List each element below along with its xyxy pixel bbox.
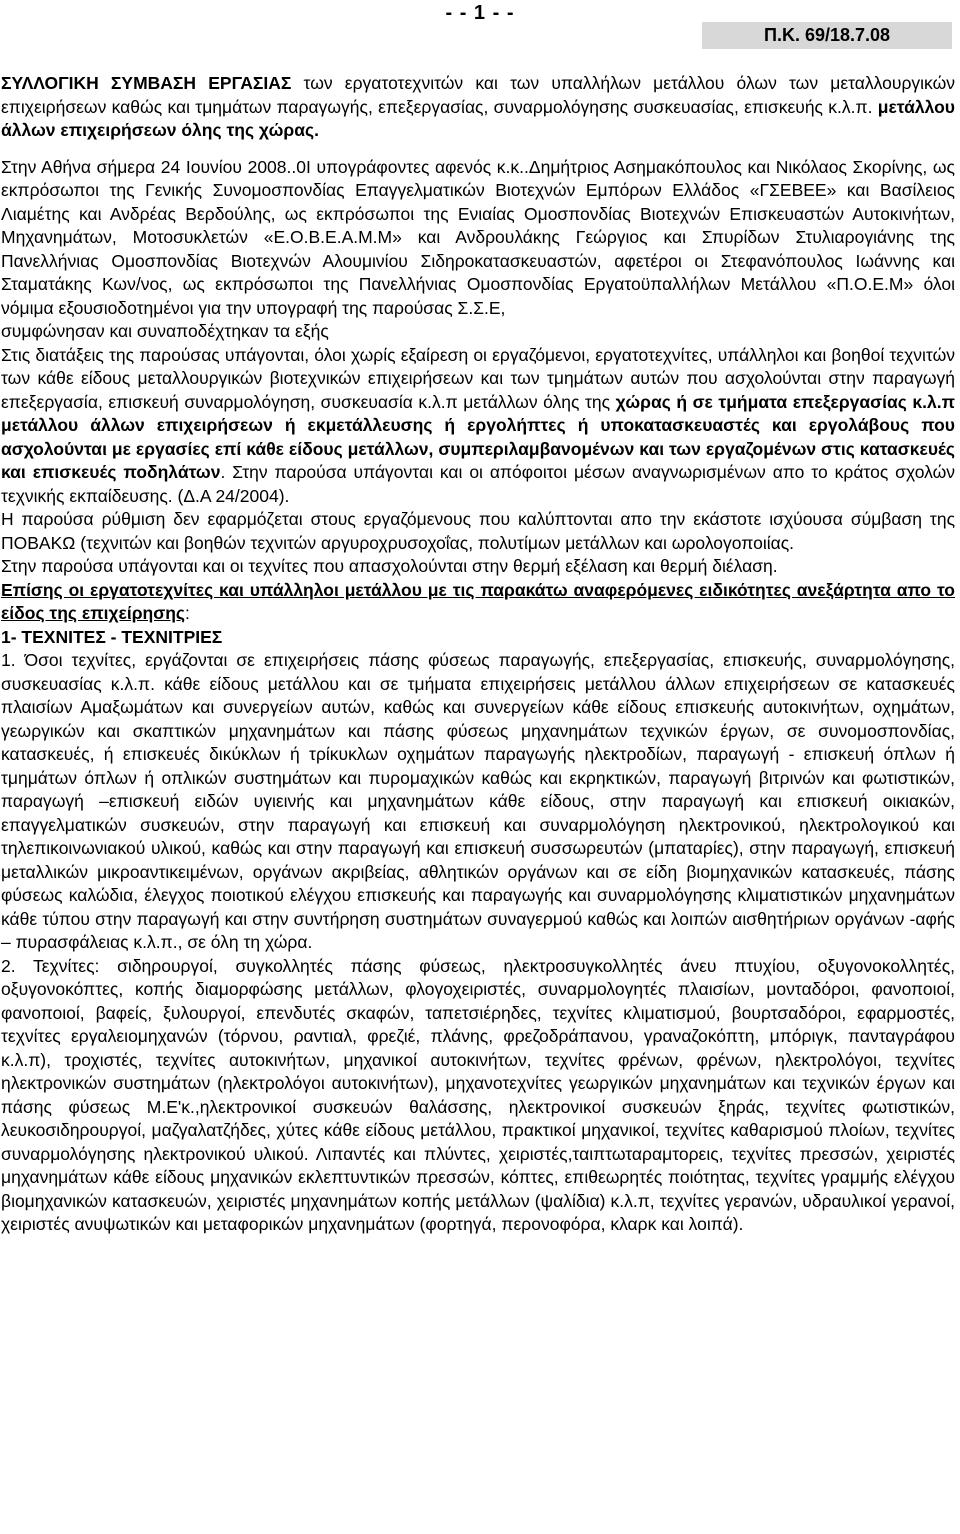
parties-paragraph: Στην Αθήνα σήμερα 24 Ιουνίου 2008..0Ι υπογράφοντες αφενός κ.κ..Δημήτριος Ασημακόπουλος και Νικόλαος Σκορίνης, ως εκπρόσωποι της Γενικής Συνομοσπονδίας Επαγγελματικών Βιοτεχνών Εμπόρων Ελλάδος «ΓΣΕΒΕΕ» και Βασίλειος Λιαμέτης και Ανδρέας Βερδούλης, ως εκπρόσωποι της Ενιαίας Ομοσπονδίας Βιοτεχνών Επισκευαστών Αυτοκινήτων, Μηχανημάτων, Μοτοσυκλετών «Ε.Ο.Β.Ε.Α.Μ.Μ» και Ανδρουλάκης Γεώργιος και Σπυρίδων Στυλιαρογιάνης της Πανελλήνιας Ομοσπονδίας Βιοτεχνών Αλουμινίου Σιδηροκατασκευαστών, αφετέροι οι Στεφανόπουλος Ιωάννης και Σταματάκης Κων/νος, ως εκπρόσωποι της Πανελλήνιας Ομοσπονδίας Εργατοϋπαλλήλων Μετάλλου «Π.Ο.Ε.Μ» όλοι νόμιμα εξουσιοδοτημένοι για την υπογραφή της παρούσας Σ.Σ.Ε,: [1, 156, 955, 318]
page-number: - - 1 - -: [445, 2, 515, 24]
section-heading-text: 1- ΤΕΧΝΙΤΕΣ - ΤΕΧΝΙΤΡΙΕΣ: [1, 626, 223, 647]
title-bold: ΣΥΛΛΟΓΙΚΗ ΣΥΜΒΑΣΗ ΕΡΓΑΣΙΑΣ: [1, 73, 292, 93]
document-reference: Π.Κ. 69/18.7.08: [702, 22, 952, 49]
item-2: 2. Τεχνίτες: σιδηρουργοί, συγκολλητές πάσης φύσεως, ηλεκτροσυγκολλητές άνευ πτυχίου, οξυγονοκολλητές, οξυγονοκόπτες, κοπής διαμορφώσης μετάλλων, φλογοχειριστές, συναρμολογητές πλαισίων, μονταδόροι, φανοποιοί, φανοποιοί, βαφείς, ξυλουργοί, επενδυτές σκαφών, ταπετσιέρηδες, τεχνίτες κλιματισμού, βουρτσαδόροι, εφαρμοστές, τεχνίτες εργαλειομηχανών (τόρνου, ραντιαλ, φρεζιέ, πλάνης, φρεζοδράπανου, γραναζοκόπτη, μπόριγκ, πανταγράφου κ.λ.π), τροχιστές, τεχνίτες αυτοκινήτων, μηχανικοί αυτοκινήτων, τεχνίτες φρένων, φρένων, ηλεκτρολόγοι, τεχνίτες ηλεκτρονικών συστημάτων (ηλεκτρολόγοι αυτοκινήτων), μηχανοτεχνίτες γεωργικών μηχανημάτων και τεχνικών έργων και πάσης φύσεως Μ.Ε'κ.,ηλεκτρονικοί συσκευών θαλάσσης, ηλεκτρονικοί συσκευών ξηράς, τεχνίτες φωτιστικών, λευκοσιδηρουργοί, μαζγαλατζήδες, χύτες κάθε είδους μετάλλου, πρακτικοί μηχανικοί, τεχνίτες καθαρισμού πλοίων, τεχνίτες συναρμολόγησης ηλεκτρονικού υλικού. Λιπαντές και πλύντες, χειριστές,ταιπτωταραμτορεις, τεχνίτες πρεσσών, χειριστές μηχανημάτων κάθε είδους μηχανικών εκλεπτυντικών πρεσσών, κόπτες, επιθεωρητές ποιότητας, τεχνίτες γραμμής ελέγχου βιομηχανικών κατασκευών, χειριστές μηχανημάτων κοπής μετάλλων (ψαλίδια) κ.λ.π, τεχνίτες γερανών, υδραυλικοί γερανοί, χειριστές ανυψωτικών και μεταφορικών μηχανημάτων (φορτηγά, περονοφόρα, κλαρκ και λοιπά).: [1, 955, 955, 1234]
section-heading: [1, 626, 955, 650]
title-bold-end: μετάλλου άλλων επιχειρήσεων όλης της χώρας.: [1, 96, 955, 140]
specialties-heading: Επίσης οι εργατοτεχνίτες και υπάλληλοι μετάλλου με τις παρακάτω αναφερόμενες ειδικότητες ανεξάρτητα απο το είδος της επιχείρησης: [1, 579, 955, 623]
specialties-paragraph: [1, 579, 955, 626]
scope-text-bold: χώρας ή σε τμήματα επεξεργασίας κ.λ.π μετάλλου άλλων επιχειρήσεων ή εκμετάλλευσης ή εργολήπτες ή υποκατασκευαστές και εργολάβους που ασχολούνται με εργασίες επί κάθε είδους μετάλλων, συμπεριλαμβανομένων και των εργαζομένων στις κατασκευές και επισκευές ποδηλάτων: [1, 391, 955, 482]
title-text: των εργατοτεχνιτών και των υπαλλήλων μετάλλου όλων των μεταλλουργικών επιχειρήσεων καθώς και τμημάτων παραγωγής, επεξεργασίας, συναρμολόγησης συσκευασίας, επισκευής κ.λ.π.: [1, 73, 955, 117]
document-title: [1, 72, 955, 143]
hot-extrusion-paragraph: Στην παρούσα υπάγονται και οι τεχνίτες που απασχολούνται στην θερμή εξέλαση και θερμή διέλαση.: [1, 556, 778, 576]
scope-text-c: . Στην παρούσα υπάγονται και οι απόφοιτοι μέσων αναγνωρισμένων απο το κράτος σχολών τεχνικής εκπαίδευσης. (Δ.Α 24/2004).: [1, 462, 955, 506]
scope-paragraph: [1, 344, 955, 509]
scope-text-a: Στις διατάξεις της παρούσας υπάγονται, όλοι χωρίς εξαίρεση οι εργαζόμενοι, εργατοτεχνίτες, υπάλληλοι και βοηθοί τεχνιτών των κάθε είδους μεταλλουργικών βιοτεχνικών επιχειρήσεων και των τμημάτων αυτών που ασχολούνται στην παραγωγή επεξεργασία, επισκευή συναρμολόγηση, συσκευασία κ.λ.π μετάλλων όλης της: [1, 344, 955, 412]
item-1: 1. Όσοι τεχνίτες, εργάζονται σε επιχειρήσεις πάσης φύσεως παραγωγής, επεξεργασίας, επισκευής, συναρμολόγησης, συσκευασίας κ.λ.π. κάθε είδους μετάλλου και σε τμήματα επιχειρήσεις μετάλλου άλλων επιχειρήσεων σε κατασκευές πλαισίων Αμαξωμάτων και συνεργείων αυτών, καθώς και συνεργείων κάθε είδους επισκευής αυτοκινήτων, οχημάτων, γεωργικών και σκαπτικών μηχανημάτων και πάσης φύσεως μηχανημάτων τεχνικών έργων, σε συνομοσπονδίας, κατασκευές, ή επισκευές δικύκλων ή τρίκυκλων οχημάτων παραγωγής ηλεκτροδίων, παραγωγή - επισκευή όπλων ή τμημάτων όπλων ή οπλικών συστημάτων και πυρομαχικών καθώς και εκρηκτικών, παραγωγή βιτρινών και φωτιστικών, παραγωγή –επισκευή ειδών υγιεινής και μηχανημάτων κάθε είδους, στην παραγωγή και επισκευή οικιακών, επαγγελματικών συσκευών, στην παραγωγή και επισκευή και συναρμολόγηση ηλεκτρονικού, ηλεκτρολογικού και τηλεπικοινωνιακού υλικού, καθώς και στην παραγωγή και επισκευή συσσωρευτών (μπαταρίες), στην παραγωγή, επισκευή μεταλλικών μικροαντικειμένων, οργάνων ακριβείας, αθλητικών οργάνων και σε είδη βιομηχανικών κατασκευές, πάσης φύσεως καλώδια, έλεγχος ποιοτικού ελέγχου επισκευής και παραγωγής και συναρμολόγησης κλιματιστικών μηχανημάτων κάθε τύπου στην παραγωγή και στην συντήρηση συστημάτων συναγερμού καθώς και λοιπών αισθητήριων οργάνων -αφής – πυρασφάλειας κ.λ.π., σε όλη τη χώρα.: [1, 650, 955, 952]
document-body: [1, 72, 955, 1237]
exclusion-paragraph: Η παρούσα ρύθμιση δεν εφαρμόζεται στους εργαζόμενους που καλύπτονται απο την εκάστοτε ισχύουσα σύμβαση της ΠΟΒΑΚΩ (τεχνιτών και βοηθών τεχνιτών αργυροχρυσοχοΐας, πολυτίμων μετάλλων και ωρολογοποιίας.: [1, 509, 955, 553]
specialties-colon: :: [184, 603, 190, 623]
agreement-line: συμφώνησαν και συναποδέχτηκαν τα εξής: [1, 321, 329, 341]
